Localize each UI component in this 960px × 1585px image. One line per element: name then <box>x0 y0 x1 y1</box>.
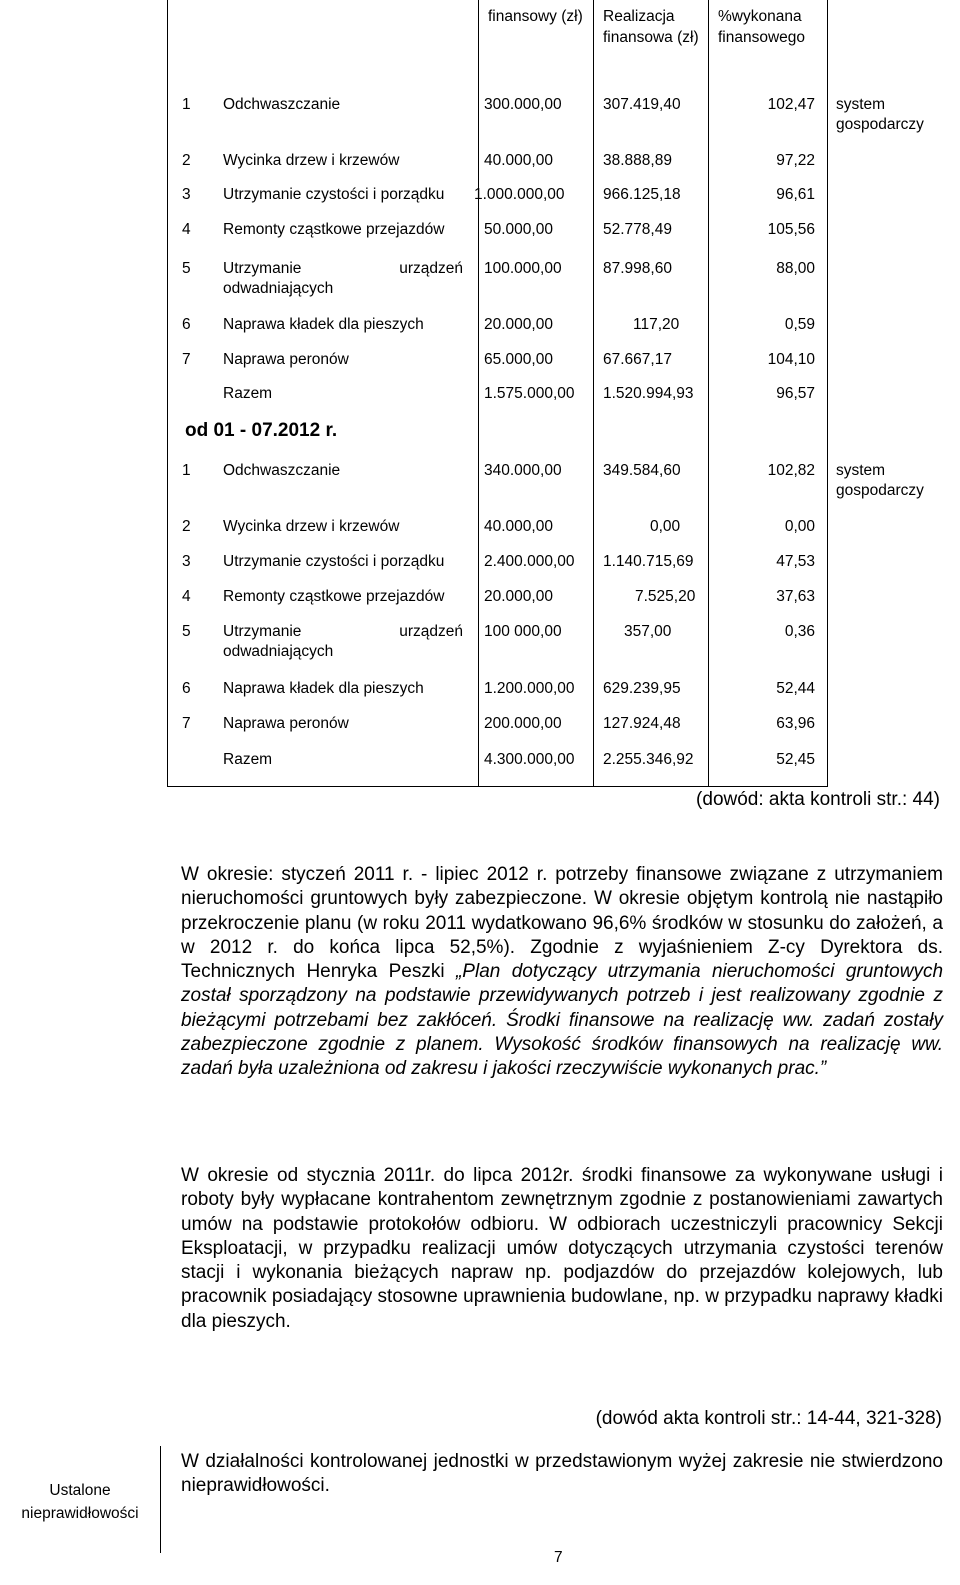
page-number: 7 <box>554 1549 563 1566</box>
column-divider <box>593 0 594 786</box>
paragraph-payments: W okresie od stycznia 2011r. do lipca 2012r. środki finansowe za wykonywane usługi i roboty były wypłacane kontrahentom zewnętrznym zgodnie z postanowieniami zawartych umów na podstawie protokołów odbioru. W odbiorach uczestniczyli pracownicy Sekcji Eksploatacji, w przypadku realizacji umów dotyczących utrzymania czystości terenów stacji i wykonania bieżących napraw np. podjazdów do przejazdów kolejowych, lub pracownik posiadający stosowne uprawnienia budowlane, np. w przypadku naprawy kładki dla pieszych. <box>181 1165 943 1332</box>
evidence-reference: (dowód: akta kontroli str.: 44) <box>696 789 940 810</box>
header-plan: finansowy (zł) <box>488 8 583 25</box>
column-divider <box>708 0 709 786</box>
finance-table: finansowy (zł) Realizacja finansowa (zł) %wykonana finansowego 1 Odchwaszczanie 300.000,00 307.419,40 102,47 2 Wycinka drzew i krzewów 40.000,00 38.888,89 97,22 3 Utrzymanie czystości i porządku 1.000.000,00 966.125,18 96,61 4 Remonty cząstkowe przejazdów 50.000,00 52.778,49 105,56 5 Utrzymanie urządzeń odwadniających 100.000,00 87.998,60 88,00 6 Naprawa kładek dla pieszych 20.000,00 117,20 0,59 7 Naprawa peronów 65.000,00 67.667,17 104,10 Razem 1.575.000,00 1.520.994,93 96,57 1 Odchwaszczanie 340.000,00 349.584,60 102,82 2 Wycinka drzew i krzewów 40.000,00 0,00 0,00 3 Utrzymanie czystości i porządku 2.400.000,00 1.140.715,69 47,53 4 Remonty cząstkowe przejazdów 20.000,00 7.525,20 37,63 5 Utrzymanie urządzeń odwadniających 100 000,00 357,00 0,36 6 Naprawa kładek dla pieszych 1.200.000,00 629.239,95 52,44 7 Naprawa peronów 200.000,00 127.924,48 63,96 Razem 4.300.000,00 2.255.346,92 52,45 <box>167 0 828 787</box>
side-note: system gospodarczy <box>836 462 924 499</box>
header-percent: %wykonana finansowego <box>718 8 806 46</box>
side-note: system gospodarczy <box>836 96 924 133</box>
paragraph-financing: W okresie: styczeń 2011 r. - lipiec 2012 r. potrzeby finansowe związane z utrzymaniem nieruchomości gruntowych były zabezpieczone. W okresie objętym kontrolą nie nastąpiło przekroczenie planu (w roku 2011 wydatkowano 96,6% środków w stosunku do założeń, a w 2012 r. do końca lipca 52,5%). Zgodnie z wyjaśnieniem Z-cy Dyrektora ds. Technicznych Henryka Peszki „Plan dotyczący utrzymania nieruchomości gruntowych został sporządzony na podstawie przewidywanych potrzeb i jest realizowany zgodnie z bieżącymi potrzebami bez zakłóceń. Środki finansowe na realizację ww. zadań zostały zabezpieczone zgodnie z planem. Wysokość środków finansowych na realizację ww. zadań była uzależniona od zakresu i jakości rzeczywiście wykonanych prac.” <box>181 864 944 1080</box>
paragraph-conclusion: W działalności kontrolowanej jednostki w przedstawionym wyżej zakresie nie stwierdzono nieprawidłowości. <box>181 1451 943 1497</box>
section-label-column <box>0 1446 161 1553</box>
row-name-multiline: Utrzymanie urządzeń odwadniających <box>223 260 463 297</box>
evidence-reference: (dowód akta kontroli str.: 14-44, 321-328) <box>595 1408 942 1429</box>
irregularities-label: Ustalone nieprawidłowości <box>21 1482 139 1522</box>
period-label: od 01 - 07.2012 r. <box>185 420 341 442</box>
header-realization: Realizacja finansowa (zł) <box>603 8 699 46</box>
column-divider <box>478 0 479 786</box>
row-name-multiline: Utrzymanie urządzeń odwadniających <box>223 623 463 660</box>
